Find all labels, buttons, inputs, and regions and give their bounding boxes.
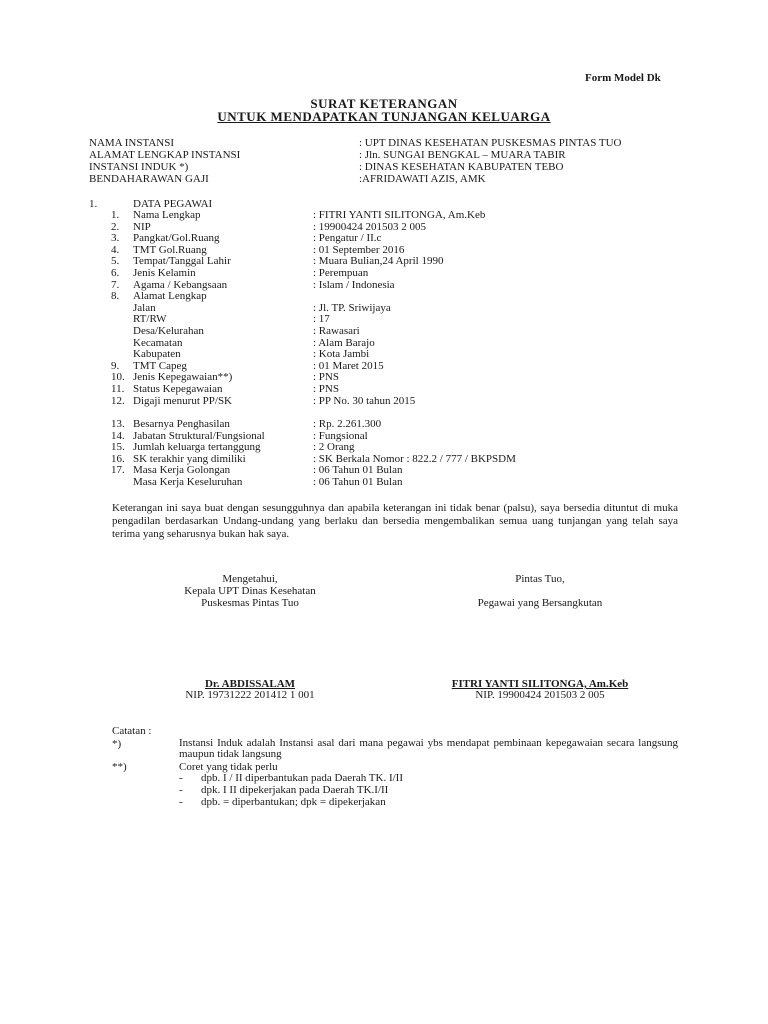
row-label: RT/RW <box>133 313 167 326</box>
row-label: Jumlah keluarga tertanggung <box>133 441 261 454</box>
row-number: 14. <box>111 429 125 442</box>
row-value: : Rawasari <box>313 325 360 337</box>
section-title: DATA PEGAWAI <box>133 198 213 210</box>
row-number: 12. <box>111 394 125 407</box>
row-label: Nama Lengkap <box>133 209 201 221</box>
row-label: Besarnya Penghasilan <box>133 418 230 430</box>
row-number: 11. <box>111 383 125 395</box>
row-value: : SK Berkala Nomor : 822.2 / 777 / BKPSDM <box>313 452 516 465</box>
row-label: TMT Capeg <box>133 359 187 372</box>
statement-paragraph: Keterangan ini saya buat dengan sesungguhnya dan apabila keterangan ini tidak benar (palsu), saya bersedia dituntut di muka pengadilan berdasarkan Undang-undang yang berlaku dan bersedia mengembalikan semua uang tunjangan yang telah saya terima yang seharusnya bukan hak saya. <box>112 502 678 540</box>
form-model-label: Form Model Dk <box>585 72 661 84</box>
row-value: : Fungsional <box>313 429 368 442</box>
sign-right-line1: Pintas Tuo, <box>515 573 565 585</box>
document-title: SURAT KETERANGAN <box>310 96 458 111</box>
note-item-text: dpk. I II dipekerjakan pada Daerah TK.I/II <box>201 784 389 796</box>
row-value: : PNS <box>313 383 339 395</box>
note-item-text: dpb. = diperbantukan; dpk = dipekerjakan <box>201 796 386 808</box>
row-number: 15. <box>111 441 125 454</box>
row-number: 16. <box>111 452 125 465</box>
row-label: Pangkat/Gol.Ruang <box>133 232 220 245</box>
row-label: TMT Gol.Ruang <box>133 243 207 256</box>
note-star1-mark: *) <box>112 738 122 750</box>
row-number: 13. <box>111 418 125 430</box>
row-value: : 01 Maret 2015 <box>313 359 384 372</box>
row-value: : Kota Jambi <box>313 348 370 361</box>
note-star1-text: Instansi Induk adalah Instansi asal dari mana pegawai ybs mendapat pembinaan kepegawaian secara langsung maupun tidak langsung <box>179 737 678 760</box>
row-value: : Muara Bulian,24 April 1990 <box>313 255 444 268</box>
institution-value: : UPT DINAS KESEHATAN PUSKESMAS PINTAS TUO <box>359 137 622 149</box>
row-number: 2. <box>111 220 120 233</box>
note-item-dash: - <box>179 796 183 808</box>
sign-left-line1: Mengetahui, <box>222 573 278 585</box>
row-value: : Islam / Indonesia <box>313 278 395 291</box>
sign-left-line3: Puskesmas Pintas Tuo <box>201 597 299 609</box>
row-value: : 2 Orang <box>313 441 355 454</box>
row-number: 17. <box>111 464 125 477</box>
row-label: Tempat/Tanggal Lahir <box>133 255 231 268</box>
row-number: 1. <box>111 209 120 221</box>
row-label: NIP <box>133 220 151 233</box>
sign-left-nip: NIP. 19731222 201412 1 001 <box>185 689 315 701</box>
note-star2-mark: **) <box>112 761 127 773</box>
notes-title: Catatan : <box>112 725 152 737</box>
row-value: : Perempuan <box>313 267 369 279</box>
row-label: Kecamatan <box>133 336 183 349</box>
row-label: Jalan <box>133 301 156 314</box>
row-label: Jabatan Struktural/Fungsional <box>133 429 265 442</box>
row-label: Agama / Kebangsaan <box>133 278 228 291</box>
row-label: Kabupaten <box>133 348 181 361</box>
institution-value: : Jln. SUNGAI BENGKAL – MUARA TABIR <box>359 149 566 161</box>
sign-left-name: Dr. ABDISSALAM <box>204 678 296 690</box>
institution-label: NAMA INSTANSI <box>89 137 174 149</box>
row-value: : Jl. TP. Sriwijaya <box>313 301 391 314</box>
row-value: : PNS <box>313 371 339 384</box>
row-value: : Rp. 2.261.300 <box>313 418 382 430</box>
row-label: Alamat Lengkap <box>133 290 207 303</box>
row-value: : Alam Barajo <box>313 336 375 349</box>
row-number: 7. <box>111 278 120 291</box>
sign-left-line2: Kepala UPT Dinas Kesehatan <box>184 585 316 597</box>
row-label: Digaji menurut PP/SK <box>133 394 233 407</box>
institution-label: ALAMAT LENGKAP INSTANSI <box>89 149 241 161</box>
note-item-dash: - <box>179 772 183 784</box>
row-label: Desa/Kelurahan <box>133 325 204 337</box>
institution-label: INSTANSI INDUK *) <box>89 161 189 173</box>
row-value: : PP No. 30 tahun 2015 <box>313 394 416 407</box>
sign-right-line2: Pegawai yang Bersangkutan <box>477 597 603 609</box>
row-value: : FITRI YANTI SILITONGA, Am.Keb <box>313 209 486 221</box>
row-number: 9. <box>111 359 120 372</box>
row-value: : Pengatur / II.c <box>313 232 382 245</box>
row-value: : 19900424 201503 2 005 <box>313 220 427 233</box>
row-label: Jenis Kelamin <box>133 267 196 279</box>
row-label: Jenis Kepegawaian**) <box>133 371 233 384</box>
row-label: Masa Kerja Keseluruhan <box>133 476 243 488</box>
row-value: : 06 Tahun 01 Bulan <box>313 464 403 477</box>
institution-value: :AFRIDAWATI AZIS, AMK <box>359 173 486 185</box>
row-value: : 06 Tahun 01 Bulan <box>313 476 403 488</box>
institution-value: : DINAS KESEHATAN KABUPATEN TEBO <box>359 161 564 173</box>
row-label: Status Kepegawaian <box>133 383 223 395</box>
institution-label: BENDAHARAWAN GAJI <box>89 173 209 185</box>
sign-right-name: FITRI YANTI SILITONGA, Am.Keb <box>451 678 629 690</box>
row-value: : 17 <box>313 313 330 326</box>
note-item-text: dpb. I / II diperbantukan pada Daerah TK. I/II <box>201 772 403 784</box>
row-number: 5. <box>111 255 120 268</box>
row-label: SK terakhir yang dimiliki <box>133 452 246 465</box>
sign-right-nip: NIP. 19900424 201503 2 005 <box>475 689 605 701</box>
row-value: : 01 September 2016 <box>313 243 405 256</box>
section-number: 1. <box>89 198 98 210</box>
document-subtitle: UNTUK MENDAPATKAN TUNJANGAN KELUARGA <box>217 109 551 124</box>
note-star2-text: Coret yang tidak perlu <box>179 761 278 773</box>
note-item-dash: - <box>179 784 183 796</box>
row-number: 10. <box>111 371 125 384</box>
row-number: 3. <box>111 232 120 245</box>
row-number: 8. <box>111 290 120 303</box>
row-number: 4. <box>111 243 120 256</box>
row-label: Masa Kerja Golongan <box>133 464 231 477</box>
row-number: 6. <box>111 267 120 279</box>
